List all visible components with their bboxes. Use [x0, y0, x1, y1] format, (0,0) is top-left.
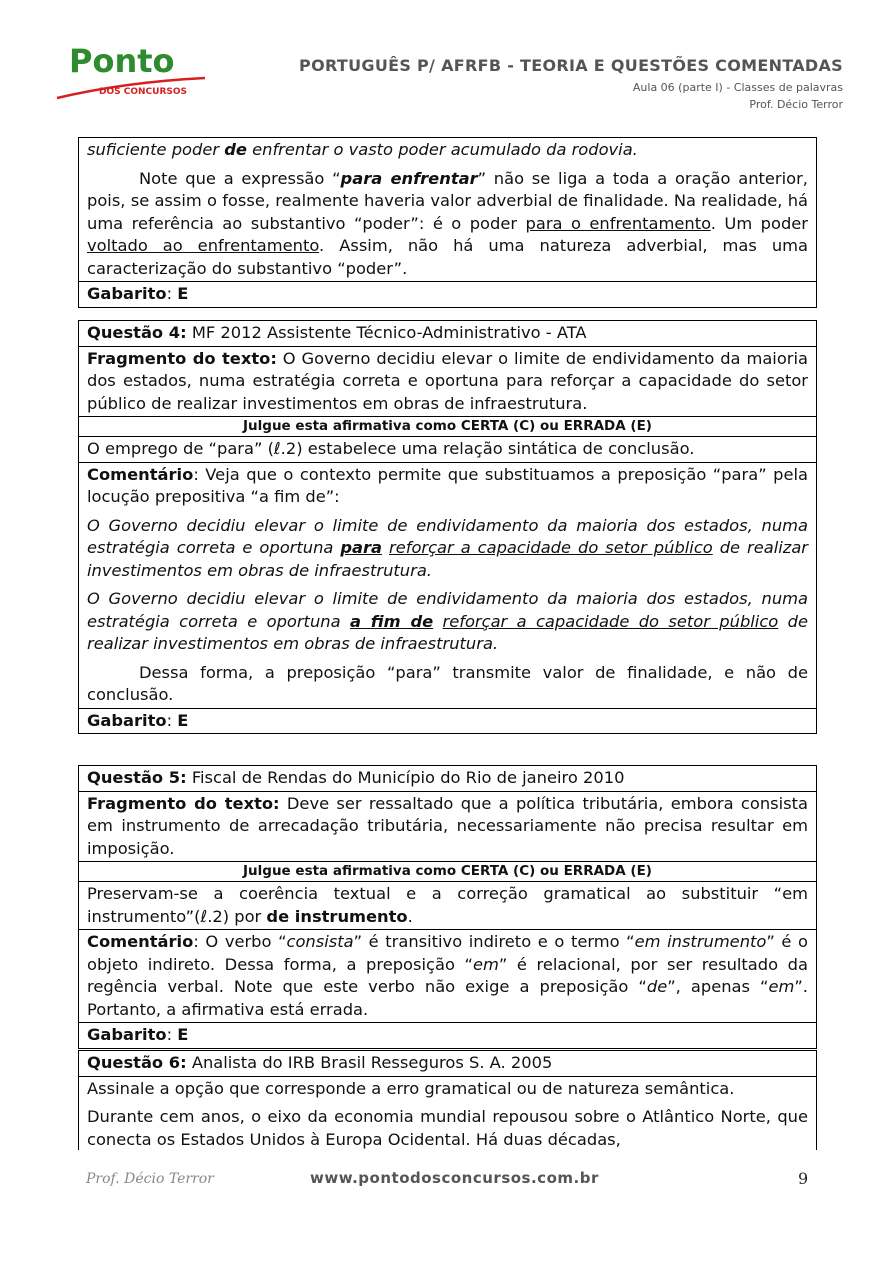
question-title: Questão 5: Fiscal de Rendas do Município do Rio de janeiro 2010 — [79, 766, 816, 792]
answer-key: Gabarito: E — [87, 284, 189, 303]
judge-instruction: Julgue esta afirmativa como CERTA (C) ou ERRADA (E) — [79, 417, 816, 437]
question-title: Questão 4: MF 2012 Assistente Técnico-Administrativo - ATA — [79, 321, 816, 347]
example-sentence: O Governo decidiu elevar o limite de endividamento da maioria dos estados, numa estratégia correta e oportuna a fim de reforçar a capacidade do setor público de realizar investimentos em obras de infraestrutura. — [87, 589, 808, 653]
logo-subtitle: DOS CONCURSOS — [99, 87, 187, 97]
judge-instruction: Julgue esta afirmativa como CERTA (C) ou ERRADA (E) — [79, 862, 816, 882]
comment-cell: Comentário: O verbo “consista” é transitivo indireto e o termo “em instrumento” é o objeto indireto. Dessa forma, a preposição “em” é relacional, por ser resultado da regência verbal. Note que este verbo não exige a preposição “de”, apenas “em”. Portanto, a afirmativa está errada. — [79, 930, 816, 1023]
text-fragment: Fragmento do texto: O Governo decidiu elevar o limite de endividamento da maioria dos estados, numa estratégia correta e oportuna para reforçar a capacidade do setor público de realizar investimentos em obras de infraestrutura. — [79, 347, 816, 418]
header-author: Prof. Décio Terror — [749, 98, 843, 111]
answer-key: Gabarito: E — [87, 710, 189, 730]
question-6 — [78, 1050, 817, 1150]
question-title: Questão 6: Analista do IRB Brasil Resseguros S. A. 2005 — [79, 1051, 816, 1077]
header-title: PORTUGUÊS P/ AFRFB - TEORIA E QUESTÕES COMENTADAS — [299, 56, 843, 75]
question-5 — [78, 765, 817, 1049]
answer-key: Gabarito: E — [87, 1025, 189, 1044]
header-subtitle: Aula 06 (parte I) - Classes de palavras — [632, 81, 843, 94]
footer-url[interactable]: www.pontodosconcursos.com.br — [310, 1169, 599, 1187]
page-number: 9 — [798, 1169, 809, 1188]
comment-cell — [79, 138, 816, 282]
statement: O emprego de “para” (ℓ.2) estabelece uma relação sintática de conclusão. — [79, 437, 816, 463]
comment-cell: Comentário: Veja que o contexto permite que substituamos a preposição “para” pela locução prepositiva “a fim de”: O Governo decidiu elevar o limite de endividamento da maioria dos estados, numa estratégia correta e oportuna para reforçar a capacidade do setor público de realizar investimentos em obras de infraestrutura. O Governo decidiu elevar o limite de endividamento da maioria dos estados, numa estratégia correta e oportuna a fim de reforçar a capacidade do setor público de realizar investimentos em obras de infraestrutura. Dessa forma, a preposição “para” transmite valor de finalidade, e não de conclusão. — [79, 463, 816, 709]
ponto-logo — [55, 38, 215, 102]
passage-text: Durante cem anos, o eixo da economia mundial repousou sobre o Atlântico Norte, que conecta os Estados Unidos à Europa Ocidental. Há duas décadas, — [87, 1107, 808, 1149]
example-sentence: O Governo decidiu elevar o limite de endividamento da maioria dos estados, numa estratégia correta e oportuna para reforçar a capacidade do setor público de realizar investimentos em obras de infraestrutura. — [87, 515, 809, 580]
question-3-continuation — [78, 137, 817, 308]
statement: Preservam-se a coerência textual e a correção gramatical ao substituir “em instrumento”(ℓ.2) por de instrumento. — [79, 882, 816, 930]
footer-author: Prof. Décio Terror — [86, 1171, 214, 1187]
question-4 — [78, 320, 817, 734]
conclusion: Dessa forma, a preposição “para” transmite valor de finalidade, e não de conclusão. — [87, 662, 808, 704]
question-prompt: Assinale a opção que corresponde a erro gramatical ou de natureza semântica. Durante cem anos, o eixo da economia mundial repousou sobre o Atlântico Norte, que conecta os Estados Unidos à Europa Ocidental. Há duas décadas, — [79, 1077, 816, 1151]
text-fragment: Fragmento do texto: Deve ser ressaltado que a política tributária, embora consista em instrumento de arrecadação tributária, necessariamente não precisa resultar em imposição. — [79, 792, 816, 863]
example-sentence: suficiente poder de enfrentar o vasto poder acumulado da rodovia. — [87, 140, 638, 159]
comment-paragraph: Note que a expressão “para enfrentar” não se liga a toda a oração anterior, pois, se assim o fosse, realmente haveria valor adverbial de finalidade. Na realidade, há uma referência ao substantivo “poder”: é o poder para o enfrentamento. Um poder voltado ao enfrentamento. Assim, não há uma natureza adverbial, mas uma caracterização do substantivo “poder”. — [87, 168, 808, 278]
logo-wordmark: Ponto — [69, 42, 175, 80]
